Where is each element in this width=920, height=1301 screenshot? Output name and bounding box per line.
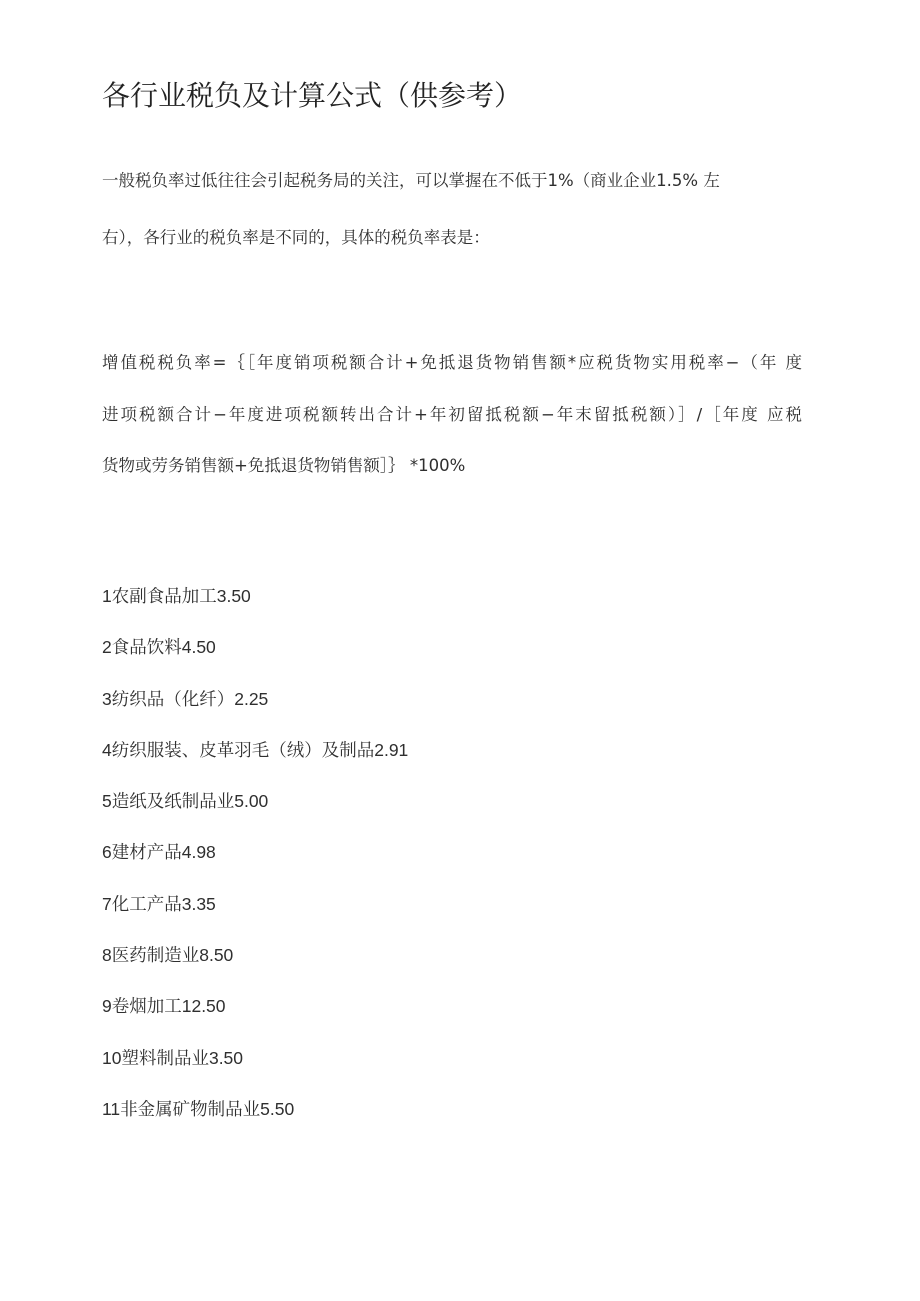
intro-line: 一般税负率过低往往会引起税务局的关注，可以掌握在不低于1%（商业企业1.5% 左: [102, 171, 720, 190]
formula-paragraph: [102, 348, 802, 503]
list-item: 10塑料制品业3.50: [102, 1047, 244, 1068]
list-item: 7化工产品3.35: [102, 893, 216, 914]
formula-line: 增值税税负率=｛［年度销项税额合计+免抵退货物销售额*应税货物实用税率−（年 度: [102, 353, 802, 372]
document-title: 各行业税负及计算公式（供参考）: [102, 79, 523, 112]
intro-line: 右），各行业的税负率是不同的，具体的税负率表是：: [102, 228, 490, 247]
list-item: 3纺织品（化纤）2.25: [102, 688, 269, 709]
formula-line: 货物或劳务销售额+免抵退货物销售额］｝ *100%: [102, 456, 466, 475]
list-item: 11非金属矿物制品业5.50: [102, 1098, 295, 1119]
list-item: 5造纸及纸制品业5.00: [102, 791, 269, 812]
formula-line: 进项税额合计−年度进项税额转出合计+年初留抵税额−年末留抵税额）］∕［年度 应税: [102, 404, 802, 424]
list-item: 6建材产品4.98: [102, 842, 216, 863]
industry-rate-list: [102, 582, 408, 1146]
list-item: 1农副食品加工3.50: [102, 586, 251, 606]
list-item: 4纺织服装、皮革羽毛（绒）及制品2.91: [102, 739, 409, 760]
list-item: 2食品饮料4.50: [102, 637, 216, 658]
list-item: 9卷烟加工12.50: [102, 996, 226, 1017]
intro-paragraph: [102, 166, 802, 280]
list-item: 8医药制造业8.50: [102, 945, 234, 966]
